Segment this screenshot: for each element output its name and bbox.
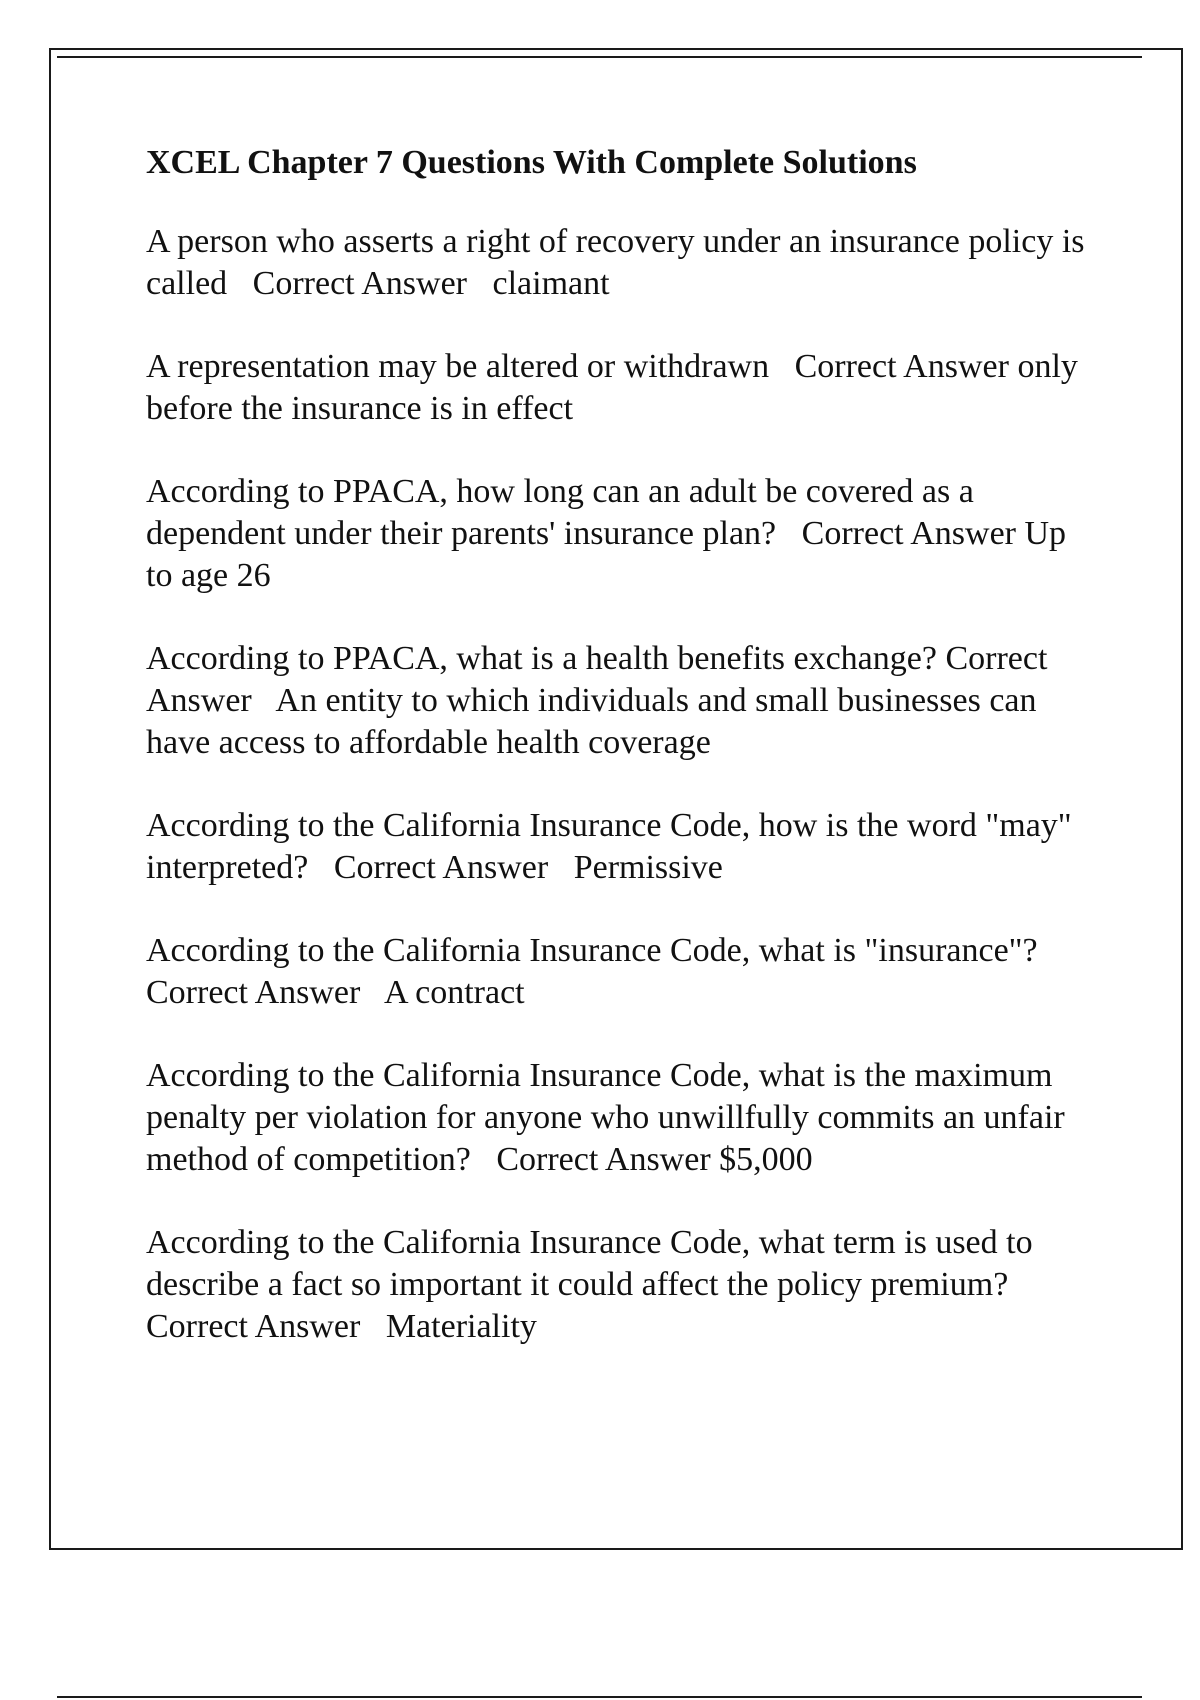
answer-text: Up to age 26 [146,515,1075,594]
question-text: According to the California Insurance Code, what term is used to describe a fact so important it could affect the policy premium? [146,1224,1042,1303]
qa-item-2 [146,346,1096,430]
answer-label: Correct Answer [496,1141,711,1178]
answer-label: Correct Answer [146,1308,361,1345]
qa-item-5 [146,805,1096,889]
bottom-rule [57,1696,1142,1698]
answer-label: Correct Answer [146,974,361,1011]
qa-item-7 [146,1055,1096,1181]
answer-text: $5,000 [719,1141,813,1178]
answer-label: Correct Answer [794,348,1009,385]
answer-text: only before the insurance is in effect [146,348,1087,427]
answer-text: An entity to which individuals and small businesses can have access to affordable health coverage [146,682,1046,761]
qa-item-1 [146,221,1096,305]
document-title: XCEL Chapter 7 Questions With Complete Solutions [146,144,917,181]
question-text: According to PPACA, how long can an adult be covered as a dependent under their parents' insurance plan? [146,473,983,552]
answer-text: Materiality [385,1308,537,1345]
answer-label: Correct Answer [252,265,467,302]
answer-text: A contract [383,974,525,1011]
answer-text: claimant [492,265,610,302]
qa-item-8 [146,1222,1096,1348]
question-text: According to the California Insurance Code, how is the word "may" interpreted? [146,807,1081,886]
answer-label: Correct Answer [333,849,549,886]
answer-label: Correct Answer [146,640,1055,719]
qa-item-4 [146,638,1096,764]
qa-list [146,221,1096,1348]
question-text: A representation may be altered or withdrawn [146,348,770,385]
qa-item-3 [146,471,1096,597]
question-text: A person who asserts a right of recovery under an insurance policy is called [146,223,1094,302]
top-rule [57,56,1142,58]
question-text: According to the California Insurance Code, what is the maximum penalty per violation for anyone who unwillfully commits an unfair method of competition? [146,1057,1074,1178]
qa-item-6 [146,930,1096,1014]
question-text: According to the California Insurance Code, what is "insurance"? [146,932,1038,969]
document-body [146,141,1096,1389]
answer-label: Correct Answer [801,515,1016,552]
answer-text: Permissive [573,849,723,886]
question-text: According to PPACA, what is a health benefits exchange? [146,640,937,677]
